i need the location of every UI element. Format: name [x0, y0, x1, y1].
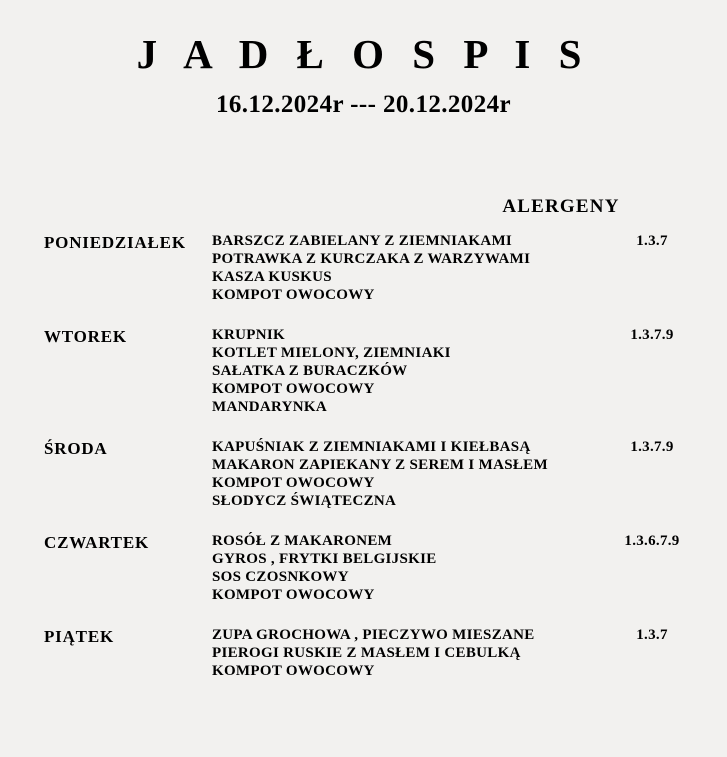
- day-label: PIĄTEK: [44, 627, 114, 646]
- dish-list: [170, 326, 577, 416]
- dish-item: KOMPOT OWOCOWY: [212, 475, 375, 491]
- dish-item: KAPUŚNIAK Z ZIEMNIAKAMI I KIEŁBASĄ: [212, 439, 531, 455]
- page-title: J A D Ł O S P I S: [136, 31, 591, 77]
- dish-item: KOMPOT OWOCOWY: [212, 287, 375, 303]
- dish-item: KOMPOT OWOCOWY: [212, 587, 375, 603]
- allergen-codes: 1.3.7.9: [630, 327, 674, 343]
- dish-item: KOMPOT OWOCOWY: [212, 663, 375, 679]
- dish-list: [170, 438, 577, 510]
- dish-item: ZUPA GROCHOWA , PIECZYWO MIESZANE: [212, 627, 535, 643]
- allergen-codes: 1.3.7: [636, 627, 668, 643]
- menu-row-thursday: [0, 532, 727, 604]
- dish-item: SOS CZOSNKOWY: [212, 569, 349, 585]
- dish-item: KASZA KUSKUS: [212, 269, 332, 285]
- dish-item: PIEROGI RUSKIE Z MASŁEM I CEBULKĄ: [212, 645, 521, 661]
- allergen-codes: 1.3.7: [636, 233, 668, 249]
- menu-row-friday: [0, 626, 727, 680]
- dish-item: MANDARYNKA: [212, 399, 327, 415]
- dish-item: BARSZCZ ZABIELANY Z ZIEMNIAKAMI: [212, 233, 513, 249]
- allergen-codes: 1.3.7.9: [630, 439, 674, 455]
- allergens-column-header-label: ALERGENY: [502, 196, 620, 217]
- dish-item: ROSÓŁ Z MAKARONEM: [212, 533, 393, 549]
- allergens-column-header: [0, 196, 727, 218]
- allergen-codes: 1.3.6.7.9: [624, 533, 680, 549]
- menu-row-monday: [0, 232, 727, 304]
- menu-row-tuesday: [0, 326, 727, 416]
- dish-list: [170, 532, 577, 604]
- dish-list: [170, 626, 577, 680]
- day-label: WTOREK: [44, 327, 127, 346]
- menu-document: [0, 32, 727, 757]
- dish-item: MAKARON ZAPIEKANY Z SEREM I MASŁEM: [212, 457, 548, 473]
- dish-item: KOMPOT OWOCOWY: [212, 381, 375, 397]
- dish-item: SŁODYCZ ŚWIĄTECZNA: [212, 493, 397, 509]
- dish-item: KOTLET MIELONY, ZIEMNIAKI: [212, 345, 451, 361]
- dish-item: SAŁATKA Z BURACZKÓW: [212, 363, 408, 379]
- day-label: PONIEDZIAŁEK: [44, 233, 186, 252]
- dish-item: KRUPNIK: [212, 327, 285, 343]
- dish-item: POTRAWKA Z KURCZAKA Z WARZYWAMI: [212, 251, 531, 267]
- menu-table: [0, 232, 727, 702]
- dish-item: GYROS , FRYTKI BELGIJSKIE: [212, 551, 437, 567]
- dish-list: [170, 232, 577, 304]
- date-range: 16.12.2024r --- 20.12.2024r: [215, 91, 512, 119]
- day-label: CZWARTEK: [44, 533, 149, 552]
- day-label: ŚRODA: [44, 439, 108, 458]
- menu-row-wednesday: [0, 438, 727, 510]
